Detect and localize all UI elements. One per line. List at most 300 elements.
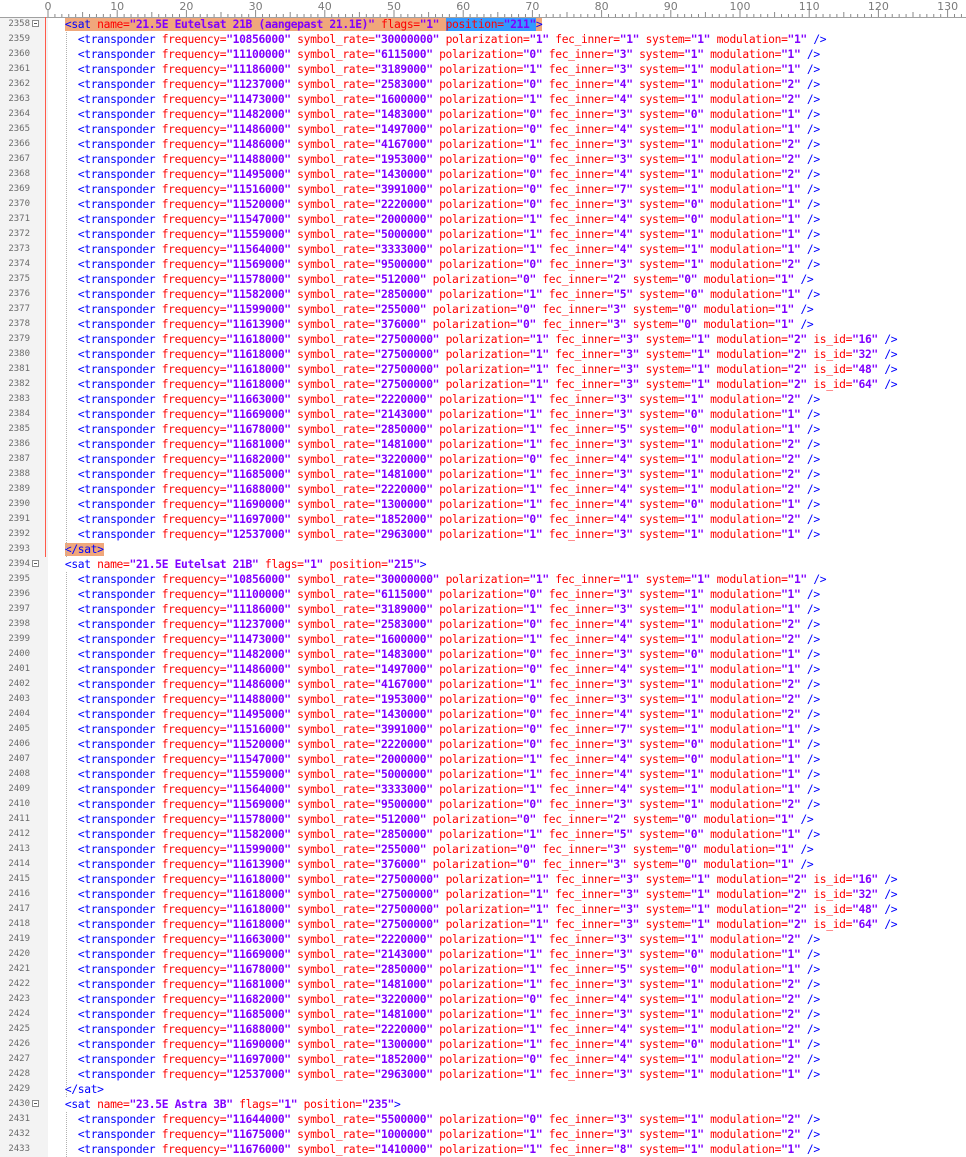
attribute-value: "12537000" (226, 528, 291, 541)
tag-bracket: > (535, 18, 543, 31)
attribute-name: system= (639, 588, 685, 601)
attribute-name: fec_inner= (548, 798, 614, 811)
code-editor[interactable] (0, 17, 966, 1157)
transponder-line[interactable] (0, 512, 966, 527)
transponder-line[interactable] (0, 902, 966, 917)
transponder-line[interactable] (0, 92, 966, 107)
attribute-name: frequency= (161, 1008, 227, 1021)
attribute-value: "11237000" (226, 78, 291, 91)
tag-name: <transponder (77, 423, 156, 436)
attribute-name: frequency= (161, 993, 227, 1006)
fold-toggle-icon[interactable] (32, 20, 39, 27)
line-number: 2412 (8, 829, 30, 839)
attribute-value: "512000" (374, 273, 427, 286)
attribute-name: polarization= (439, 198, 523, 211)
attribute-value: "0" (522, 513, 543, 526)
code-text (52, 242, 820, 257)
attribute-name: polarization= (439, 453, 523, 466)
fold-toggle-icon[interactable] (32, 560, 39, 567)
attribute-name: fec_inner= (548, 213, 614, 226)
attribute-value: "0" (684, 423, 704, 436)
transponder-line[interactable] (0, 812, 966, 827)
attribute-value: "11578000" (226, 813, 291, 826)
tag-close: /> (884, 363, 898, 376)
attribute-value: "2" (781, 78, 801, 91)
attribute-value: "1" (690, 33, 711, 46)
transponder-line[interactable] (0, 347, 966, 362)
tag-name: <transponder (77, 588, 156, 601)
attribute-name: frequency= (161, 1023, 227, 1036)
attribute-name: symbol_rate= (297, 108, 375, 121)
attribute-name: polarization= (439, 723, 523, 736)
attribute-name: fec_inner= (548, 408, 614, 421)
transponder-line[interactable] (0, 1127, 966, 1142)
transponder-line[interactable] (0, 167, 966, 182)
attribute-name: position= (329, 558, 388, 571)
attribute-value: "3991000" (374, 723, 433, 736)
attribute-value: "3" (613, 948, 633, 961)
transponder-line[interactable] (0, 1022, 966, 1037)
transponder-line[interactable] (0, 77, 966, 92)
ruler-label: 0 (44, 0, 52, 13)
transponder-line[interactable] (0, 182, 966, 197)
attribute-name: fec_inner= (548, 1068, 614, 1081)
attribute-name: frequency= (161, 948, 227, 961)
line-number: 2407 (8, 754, 30, 764)
attribute-name: modulation= (703, 843, 775, 856)
transponder-line[interactable] (0, 287, 966, 302)
attribute-value: "11682000" (226, 993, 291, 1006)
line-number: 2375 (8, 274, 30, 284)
line-number: 2404 (8, 709, 30, 719)
attribute-value: "4" (613, 213, 633, 226)
line-number: 2360 (8, 49, 30, 59)
attribute-value: "1" (522, 963, 543, 976)
attribute-value: "1" (522, 1023, 543, 1036)
attribute-name: frequency= (161, 633, 227, 646)
attribute-value: "0" (684, 1038, 704, 1051)
transponder-line[interactable] (0, 437, 966, 452)
transponder-line[interactable] (0, 827, 966, 842)
transponder-line[interactable] (0, 842, 966, 857)
transponder-line[interactable] (0, 302, 966, 317)
attribute-value: "11559000" (226, 768, 291, 781)
code-text (52, 497, 820, 512)
sat-tag (65, 558, 426, 571)
attribute-name: modulation= (710, 633, 782, 646)
attribute-name: modulation= (710, 513, 782, 526)
tag-close: /> (806, 288, 820, 301)
code-text (52, 827, 820, 842)
tag-name: <transponder (77, 963, 156, 976)
code-text (52, 557, 426, 572)
attribute-value: "2" (781, 1023, 801, 1036)
attribute-name: symbol_rate= (297, 318, 375, 331)
code-text (52, 257, 820, 272)
attribute-name: modulation= (716, 33, 788, 46)
transponder-line[interactable] (0, 467, 966, 482)
attribute-name: fec_inner= (555, 378, 620, 391)
transponder-line[interactable] (0, 362, 966, 377)
tag-name: <sat (64, 558, 91, 571)
fold-toggle-icon[interactable] (32, 1100, 39, 1107)
transponder-line[interactable] (0, 707, 966, 722)
attribute-value: "0" (516, 273, 536, 286)
tag-name: <transponder (77, 828, 156, 841)
attribute-name: symbol_rate= (297, 33, 375, 46)
tag-name: <transponder (77, 168, 156, 181)
attribute-name: symbol_rate= (297, 1023, 375, 1036)
attribute-name: polarization= (439, 1008, 523, 1021)
tag-name: <transponder (77, 33, 156, 46)
line-number: 2397 (8, 604, 30, 614)
attribute-name: fec_inner= (555, 918, 620, 931)
attribute-value: "3" (613, 603, 633, 616)
transponder-line[interactable] (0, 572, 966, 587)
tag-close: /> (806, 663, 820, 676)
transponder-line[interactable] (0, 1067, 966, 1082)
attribute-value: "1300000" (374, 1038, 433, 1051)
tag-name: <sat (64, 1098, 91, 1111)
transponder-line[interactable] (0, 722, 966, 737)
attribute-value: "4" (613, 243, 633, 256)
tag-close: /> (806, 783, 820, 796)
attribute-value: "1" (684, 123, 704, 136)
attribute-name: frequency= (161, 453, 227, 466)
tag-close: /> (806, 93, 820, 106)
attribute-name: polarization= (439, 678, 523, 691)
code-text (52, 662, 820, 677)
tag-close: /> (806, 48, 820, 61)
transponder-line[interactable] (0, 677, 966, 692)
attribute-name: modulation= (710, 468, 782, 481)
sat-close-line[interactable] (0, 1082, 966, 1097)
transponder-line[interactable] (0, 737, 966, 752)
attribute-name: polarization= (439, 483, 523, 496)
ruler-label: 130 (937, 0, 959, 13)
transponder-line[interactable] (0, 977, 966, 992)
attribute-name: system= (639, 663, 685, 676)
transponder-line[interactable] (0, 32, 966, 47)
attribute-value: "3" (613, 393, 633, 406)
transponder-line[interactable] (0, 962, 966, 977)
attribute-name: system= (639, 948, 685, 961)
line-number: 2414 (8, 859, 30, 869)
attribute-value: "0" (684, 738, 704, 751)
sat-close-line[interactable] (0, 542, 966, 557)
attribute-value: "0" (516, 858, 536, 871)
tag-name: <transponder (77, 798, 156, 811)
attribute-name: frequency= (161, 1068, 227, 1081)
attribute-value: "5" (613, 423, 633, 436)
attribute-name: frequency= (161, 1038, 227, 1051)
indent-guide (66, 1112, 67, 1157)
tag-close: /> (806, 603, 820, 616)
transponder-line[interactable] (0, 452, 966, 467)
tag-close: /> (806, 1113, 820, 1126)
attribute-name: fec_inner= (555, 333, 620, 346)
transponder-line[interactable] (0, 872, 966, 887)
tag-bracket: > (393, 1098, 401, 1111)
attribute-name: polarization= (439, 258, 523, 271)
attribute-value: "1600000" (374, 93, 433, 106)
attribute-name: symbol_rate= (297, 603, 375, 616)
transponder-line[interactable] (0, 122, 966, 137)
attribute-name: polarization= (439, 123, 523, 136)
attribute-value: "1" (781, 828, 801, 841)
transponder-line[interactable] (0, 422, 966, 437)
attribute-value: "1600000" (374, 633, 433, 646)
attribute-name: symbol_rate= (297, 168, 375, 181)
attribute-value: "3" (619, 363, 640, 376)
attribute-name: system= (645, 873, 691, 886)
attribute-value: "1" (781, 753, 801, 766)
transponder-line[interactable] (0, 377, 966, 392)
attribute-value: "0" (522, 198, 543, 211)
attribute-value: "11688000" (226, 483, 291, 496)
line-number: 2430 (8, 1099, 30, 1109)
attribute-value: "2000000" (374, 753, 433, 766)
tag-name: <transponder (77, 933, 156, 946)
transponder-line[interactable] (0, 782, 966, 797)
transponder-line[interactable] (0, 242, 966, 257)
code-text (52, 272, 813, 287)
attribute-name: symbol_rate= (297, 468, 375, 481)
attribute-name: system= (632, 858, 678, 871)
attribute-value: "1410000" (374, 1143, 433, 1156)
sat-open-line[interactable] (0, 557, 966, 572)
transponder-line[interactable] (0, 887, 966, 902)
transponder-line[interactable] (0, 692, 966, 707)
attribute-name: system= (639, 93, 685, 106)
attribute-value: "0" (522, 453, 543, 466)
attribute-name: modulation= (710, 228, 782, 241)
attribute-value: "1" (684, 153, 704, 166)
attribute-value: "1" (684, 933, 704, 946)
attribute-value: "1300000" (374, 498, 433, 511)
tag-close: /> (806, 153, 820, 166)
attribute-value: "3" (613, 468, 633, 481)
sat-tag (65, 18, 542, 31)
attribute-name: symbol_rate= (297, 408, 375, 421)
attribute-name: modulation= (710, 423, 782, 436)
transponder-line[interactable] (0, 272, 966, 287)
attribute-value: "2143000" (374, 948, 433, 961)
attribute-name: fec_inner= (548, 588, 614, 601)
attribute-value: "1" (522, 933, 543, 946)
attribute-name: frequency= (161, 708, 227, 721)
attribute-value: "1" (529, 888, 549, 901)
code-text (52, 377, 897, 392)
tag-name: <transponder (77, 318, 156, 331)
transponder-line[interactable] (0, 1007, 966, 1022)
line-number: 2423 (8, 994, 30, 1004)
transponder-line[interactable] (0, 152, 966, 167)
attribute-value: "48" (852, 903, 878, 916)
attribute-name: system= (645, 903, 691, 916)
attribute-value: "1497000" (374, 663, 433, 676)
tag-close: /> (806, 588, 820, 601)
attribute-name: system= (639, 1053, 685, 1066)
tag-close: /> (806, 183, 820, 196)
transponder-line[interactable] (0, 992, 966, 1007)
attribute-value: "1" (684, 588, 704, 601)
attribute-name: system= (639, 708, 685, 721)
code-text (52, 797, 820, 812)
transponder-line[interactable] (0, 602, 966, 617)
transponder-line[interactable] (0, 1037, 966, 1052)
sat-open-line[interactable] (0, 17, 966, 32)
transponder-line[interactable] (0, 407, 966, 422)
attribute-name: frequency= (161, 468, 227, 481)
attribute-value: "11495000" (226, 168, 291, 181)
attribute-value: "11618000" (226, 873, 291, 886)
transponder-line[interactable] (0, 1142, 966, 1157)
attribute-name: frequency= (161, 933, 227, 946)
attribute-name: frequency= (161, 588, 227, 601)
tag-name: <transponder (77, 48, 156, 61)
tag-name: <transponder (77, 153, 156, 166)
transponder-line[interactable] (0, 482, 966, 497)
line-number: 2424 (8, 1009, 30, 1019)
attribute-value: "11663000" (226, 933, 291, 946)
transponder-line[interactable] (0, 647, 966, 662)
line-number: 2406 (8, 739, 30, 749)
transponder-line[interactable] (0, 797, 966, 812)
attribute-value: "3189000" (374, 603, 433, 616)
attribute-value: "27500000" (374, 378, 440, 391)
attribute-name: symbol_rate= (297, 648, 375, 661)
transponder-line[interactable] (0, 662, 966, 677)
transponder-line[interactable] (0, 47, 966, 62)
attribute-value: "1" (529, 573, 549, 586)
attribute-name: polarization= (439, 213, 523, 226)
attribute-value: "1" (781, 648, 801, 661)
attribute-name: system= (639, 768, 685, 781)
transponder-line[interactable] (0, 617, 966, 632)
line-number: 2390 (8, 499, 30, 509)
attribute-value: "3" (613, 528, 633, 541)
transponder-line[interactable] (0, 947, 966, 962)
tag-name: <transponder (77, 903, 156, 916)
transponder-line[interactable] (0, 332, 966, 347)
transponder-line[interactable] (0, 1112, 966, 1127)
ruler-label: 50 (387, 0, 401, 13)
tag-name: <transponder (77, 123, 156, 136)
tag-close: /> (806, 633, 820, 646)
attribute-name: system= (639, 633, 685, 646)
attribute-name: fec_inner= (548, 483, 614, 496)
attribute-value: "1953000" (374, 693, 433, 706)
attribute-name: fec_inner= (548, 663, 614, 676)
attribute-value: "4167000" (374, 138, 433, 151)
attribute-name: polarization= (439, 993, 523, 1006)
code-text (52, 182, 820, 197)
transponder-line[interactable] (0, 257, 966, 272)
attribute-name: symbol_rate= (297, 633, 375, 646)
attribute-name: system= (639, 618, 685, 631)
transponder-line[interactable] (0, 1052, 966, 1067)
tag-close: /> (806, 993, 820, 1006)
transponder-line[interactable] (0, 212, 966, 227)
attribute-name: fec_inner= (548, 963, 614, 976)
transponder-line[interactable] (0, 932, 966, 947)
tag-name: <transponder (77, 678, 156, 691)
transponder-line[interactable] (0, 317, 966, 332)
attribute-value: "11618000" (226, 378, 291, 391)
attribute-name: fec_inner= (555, 363, 620, 376)
transponder-line[interactable] (0, 62, 966, 77)
attribute-name: system= (639, 153, 685, 166)
attribute-name: system= (632, 318, 678, 331)
transponder-line[interactable] (0, 227, 966, 242)
attribute-value: "11486000" (226, 138, 291, 151)
attribute-value: "1" (522, 633, 543, 646)
transponder-line[interactable] (0, 857, 966, 872)
attribute-name: polarization= (439, 168, 523, 181)
attribute-value: "215" (387, 558, 420, 571)
transponder-line[interactable] (0, 587, 966, 602)
transponder-line[interactable] (0, 497, 966, 512)
attribute-name: modulation= (703, 303, 775, 316)
attribute-value: "1" (690, 348, 711, 361)
attribute-name: polarization= (445, 363, 530, 376)
attribute-name: polarization= (439, 528, 523, 541)
transponder-line[interactable] (0, 767, 966, 782)
attribute-value: "1" (781, 213, 801, 226)
attribute-name: polarization= (445, 918, 530, 931)
attribute-name: polarization= (445, 573, 530, 586)
transponder-line[interactable] (0, 752, 966, 767)
attribute-value: "64" (852, 918, 878, 931)
attribute-name: system= (639, 498, 685, 511)
attribute-name: fec_inner= (548, 768, 614, 781)
attribute-value: "3" (606, 858, 627, 871)
transponder-line[interactable] (0, 632, 966, 647)
attribute-value: "1" (787, 33, 807, 46)
attribute-value: "6115000" (374, 48, 433, 61)
attribute-value: "1" (522, 1128, 543, 1141)
code-text (52, 227, 820, 242)
attribute-value: "1" (529, 33, 549, 46)
attribute-name: symbol_rate= (297, 1128, 375, 1141)
attribute-value: "1852000" (374, 1053, 433, 1066)
attribute-value: "3" (613, 978, 633, 991)
ruler-ticks (0, 0, 966, 18)
line-number: 2388 (8, 469, 30, 479)
attribute-name: system= (645, 33, 691, 46)
line-number: 2394 (8, 559, 30, 569)
attribute-name: modulation= (710, 48, 782, 61)
attribute-value: "2220000" (374, 738, 433, 751)
attribute-value: "3189000" (374, 63, 433, 76)
transponder-line[interactable] (0, 527, 966, 542)
transponder-line[interactable] (0, 917, 966, 932)
code-text (52, 452, 820, 467)
transponder-line[interactable] (0, 197, 966, 212)
transponder-line[interactable] (0, 137, 966, 152)
tag-name: <transponder (77, 438, 156, 451)
attribute-name: modulation= (710, 738, 782, 751)
attribute-value: "11681000" (226, 978, 291, 991)
attribute-value: "1" (684, 48, 704, 61)
transponder-line[interactable] (0, 392, 966, 407)
sat-open-line[interactable] (0, 1097, 966, 1112)
tag-name: <transponder (77, 1023, 156, 1036)
attribute-value: "11682000" (226, 453, 291, 466)
transponder-line[interactable] (0, 107, 966, 122)
attribute-name: name= (97, 558, 130, 571)
